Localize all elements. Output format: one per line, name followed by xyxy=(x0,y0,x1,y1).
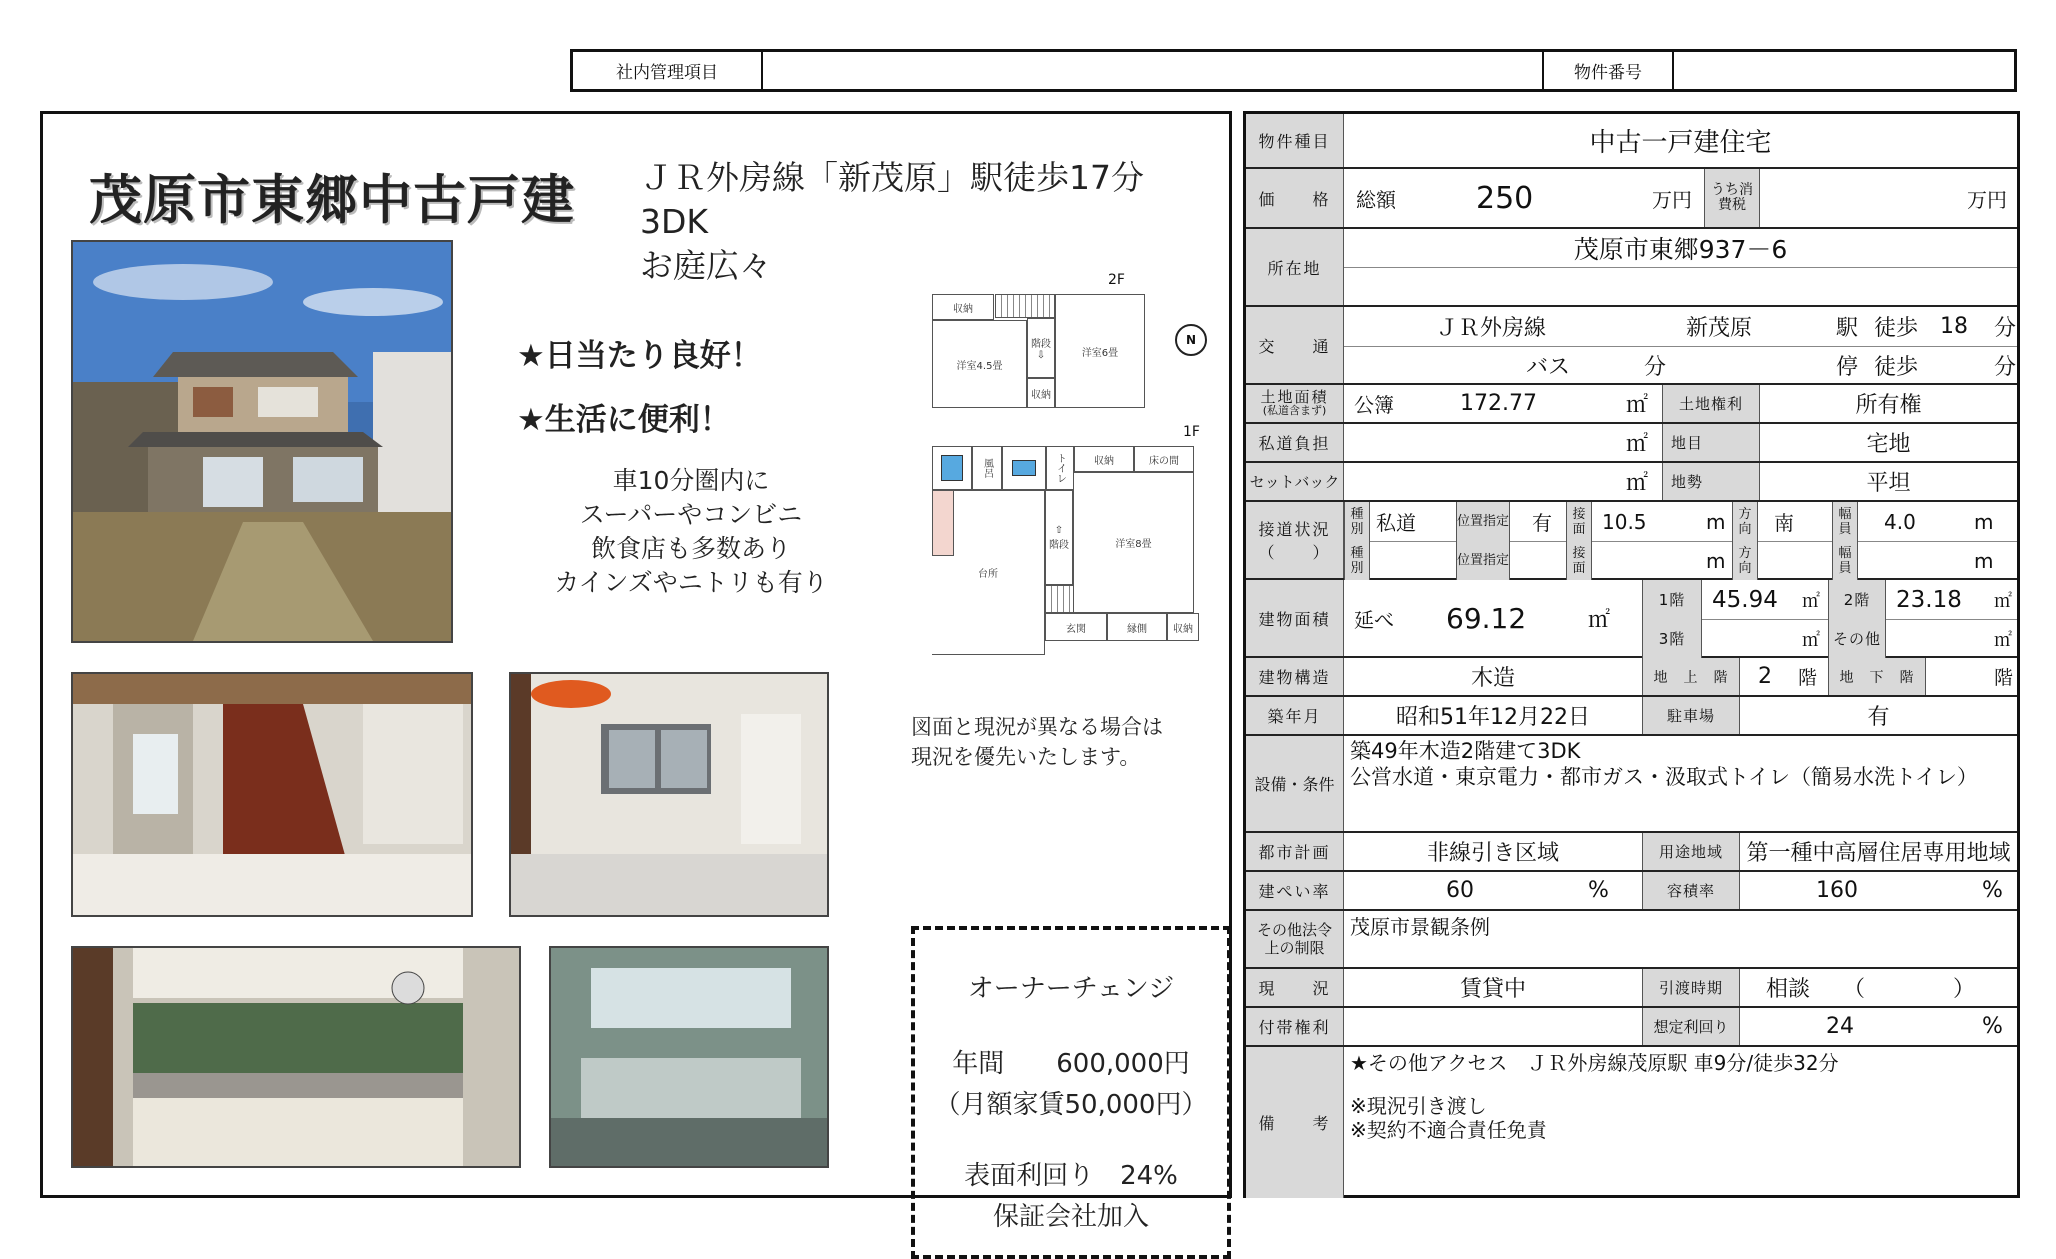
train-line: ＪＲ外房線 xyxy=(1436,316,1547,341)
fp-western-6: 洋室6畳 xyxy=(1055,294,1145,408)
fp-kitchen: 台所 xyxy=(932,490,1045,655)
spec-table xyxy=(1243,111,2020,1198)
remarks-line: ★その他アクセス ＪＲ外房線茂原駅 車9分/徒歩32分 xyxy=(1350,1050,1839,1075)
land-area-value: 172.77 xyxy=(1460,391,1537,416)
floor2-area: 23.18 xyxy=(1896,586,1962,613)
interior-stairs-photo xyxy=(71,672,473,917)
fp-entrance: 玄関 xyxy=(1045,613,1107,641)
plan-disclaimer: 図面と現況が異なる場合は 現況を優先いたします。 xyxy=(911,715,1163,769)
convenience-line: スーパーやコンビニ xyxy=(579,500,803,529)
use-zone: 第一種中高層住居専用地域 xyxy=(1746,841,2011,866)
row-transport: 交 通 ＪＲ外房線 新茂原 駅 徒歩 18 分 バス 分 停 徒歩 分 xyxy=(1246,307,2017,385)
internal-label: 社内管理項目 xyxy=(573,52,763,89)
fp-tokonoma: 床の間 xyxy=(1134,446,1194,472)
walk-minutes: 18 xyxy=(1940,314,1968,339)
interior-room-photo xyxy=(509,672,829,917)
total-label: 総額 xyxy=(1356,187,1396,212)
fp-storage: 収納 xyxy=(1167,613,1199,641)
row-status: 現 況 賃貸中 引渡時期 相談 （ ） xyxy=(1246,969,2017,1008)
fp-western-45: 洋室4.5畳 xyxy=(932,320,1027,408)
coverage-ratio: 60 xyxy=(1446,878,1474,903)
land-category: 宅地 xyxy=(1866,432,1911,457)
row-setback: セットバック ㎡ 地勢 平坦 xyxy=(1246,463,2017,502)
row-city-plan: 都市計画 非線引き区域 用途地域 第一種中高層住居専用地域 xyxy=(1246,833,2017,872)
consumption-tax-label: うち消費税 xyxy=(1704,169,1760,227)
flyer-panel xyxy=(40,111,1232,1232)
bathtub-icon xyxy=(941,455,963,481)
row-type xyxy=(1246,114,2017,169)
floors-above: 2 xyxy=(1758,664,1772,689)
fp-storage: 収納 xyxy=(932,294,994,320)
surface-yield: 表面利回り 24% xyxy=(964,1161,1178,1191)
row-coverage: 建ぺい率 60 % 容積率 160 % xyxy=(1246,872,2017,911)
layout-text: 3DK xyxy=(640,202,709,241)
location-value: 茂原市東郷937－6 xyxy=(1573,235,1788,264)
city-plan: 非線引き区域 xyxy=(1426,841,1559,866)
floor-plan xyxy=(883,264,1223,764)
bathroom-photo xyxy=(549,946,829,1168)
row-price: 価 格 総額 250 万円 うち消費税 万円 xyxy=(1246,169,2017,229)
fp-storage: 収納 xyxy=(1027,378,1055,408)
owner-change-title: オーナーチェンジ xyxy=(967,974,1175,1004)
remarks-line: ※現況引き渡し xyxy=(1350,1093,1487,1118)
north-arrow-icon: N xyxy=(1175,324,1207,356)
land-right: 所有権 xyxy=(1855,393,1922,418)
row-rights: 付帯権利 想定利回り 24 % xyxy=(1246,1008,2017,1047)
property-type: 中古一戸建住宅 xyxy=(1589,128,1772,158)
facility-line: 公営水道・東京電力・都市ガス・汲取式トイレ（簡易水洗トイレ） xyxy=(1350,765,1978,789)
fp-veranda: 縁側 xyxy=(1107,613,1167,641)
fp-bath: 風呂 xyxy=(972,446,1002,490)
total-floor-area: 69.12 xyxy=(1446,601,1527,635)
internal-value xyxy=(763,52,1544,89)
type-label: 物件種目 xyxy=(1246,114,1344,167)
convenience-line: 車10分圏内に xyxy=(612,466,770,495)
fp-toilet: トイレ xyxy=(1046,446,1074,490)
parking: 有 xyxy=(1867,705,1890,730)
handover-time: 相談 （ ） xyxy=(1766,977,1976,1002)
road-frontage: 10.5 xyxy=(1602,509,1647,534)
row-location: 所在地 茂原市東郷937－6 xyxy=(1246,229,2017,307)
remarks-line: ※契約不適合責任免責 xyxy=(1350,1117,1547,1142)
row-structure: 建物構造 木造 地 上 階 2 階 地 下 階 階 xyxy=(1246,658,2017,697)
other-law-value: 茂原市景観条例 xyxy=(1350,914,1490,939)
built-date: 昭和51年12月22日 xyxy=(1396,705,1590,730)
fp-stair-treads xyxy=(995,294,1055,318)
property-no-value xyxy=(1674,52,2014,89)
row-other-law: その他法令上の制限 茂原市景観条例 xyxy=(1246,911,2017,969)
fp-storage: 収納 xyxy=(1074,446,1134,472)
row-facilities: 設備・条件 築49年木造2階建て3DK 公営水道・東京電力・都市ガス・汲取式トイレ（簡易水洗トイレ） xyxy=(1246,736,2017,833)
fp-stairs: ⇧ 階段 xyxy=(1045,490,1073,585)
fp-western-8: 洋室8畳 xyxy=(1073,472,1194,613)
road-kind: 私道 xyxy=(1376,511,1416,535)
price-value: 250 xyxy=(1476,180,1534,216)
management-bar xyxy=(570,49,2017,92)
guarantee-company: 保証会社加入 xyxy=(992,1202,1149,1232)
expected-yield: 24 xyxy=(1826,1014,1854,1039)
row-land-area: 土地面積 (私道含まず) 公簿 172.77 ㎡ 土地権利 所有権 xyxy=(1246,385,2017,424)
feature-convenient: ★生活に便利！ xyxy=(517,402,731,438)
road-width: 4.0 xyxy=(1884,509,1916,534)
road-direction: 南 xyxy=(1774,511,1794,535)
floor-1f-label: 1F xyxy=(1183,424,1200,440)
station-name: 新茂原 xyxy=(1686,316,1753,341)
exterior-photo xyxy=(71,240,453,643)
convenience-line: カインズやニトリも有り xyxy=(554,568,828,597)
row-building-area: 建物面積 延べ 69.12 ㎡ 1階 45.94 ㎡ 2階 23.18 ㎡ 3階 ㎡ その他 ㎡ xyxy=(1246,580,2017,658)
row-private-road: 私道負担 ㎡ 地目 宅地 xyxy=(1246,424,2017,463)
sink-icon xyxy=(1012,460,1036,476)
property-no-label: 物件番号 xyxy=(1544,52,1674,89)
road-designation: 有 xyxy=(1532,511,1552,535)
floor-2f-label: 2F xyxy=(1108,272,1125,288)
convenience-line: 飲食店も多数あり xyxy=(590,534,791,563)
current-status: 賃貸中 xyxy=(1459,977,1526,1002)
feature-sunlight: ★日当たり良好！ xyxy=(517,338,762,374)
row-road-access: 接道状況 （ ） 種別 私道 位置指定 有 接面 10.5 m 方向 南 幅員 4.0 m 種別 位置指定 接面 m 方向 幅員 m xyxy=(1246,502,2017,580)
facility-line: 築49年木造2階建て3DK xyxy=(1350,739,1581,763)
owner-change-box xyxy=(911,926,1231,1259)
kitchen-photo xyxy=(71,946,521,1168)
terrain: 平坦 xyxy=(1866,471,1911,496)
row-remarks: 備 考 ★その他アクセス ＪＲ外房線茂原駅 車9分/徒歩32分 ※現況引き渡し ※契約不適合責任免責 xyxy=(1246,1047,2017,1198)
floor1-area: 45.94 xyxy=(1712,586,1778,613)
monthly-rent: （月額家賃50,000円） xyxy=(934,1090,1208,1120)
annual-rent: 年間 600,000円 xyxy=(952,1049,1190,1079)
fp-bath-area xyxy=(932,446,972,490)
fp-stairs: 階段 ⇩ xyxy=(1027,318,1055,378)
structure-value: 木造 xyxy=(1470,666,1515,691)
garden-text: お庭広々 xyxy=(640,246,772,285)
listing-title: 茂原市東郷中古戸建 xyxy=(89,170,575,231)
row-built-date: 築年月 昭和51年12月22日 駐車場 有 xyxy=(1246,697,2017,736)
fp-sink-area xyxy=(1002,446,1046,490)
floor-area-ratio: 160 xyxy=(1816,878,1858,903)
convenience-note xyxy=(511,464,871,600)
access-line: ＪＲ外房線「新茂原」駅徒歩17分 xyxy=(640,158,1144,197)
